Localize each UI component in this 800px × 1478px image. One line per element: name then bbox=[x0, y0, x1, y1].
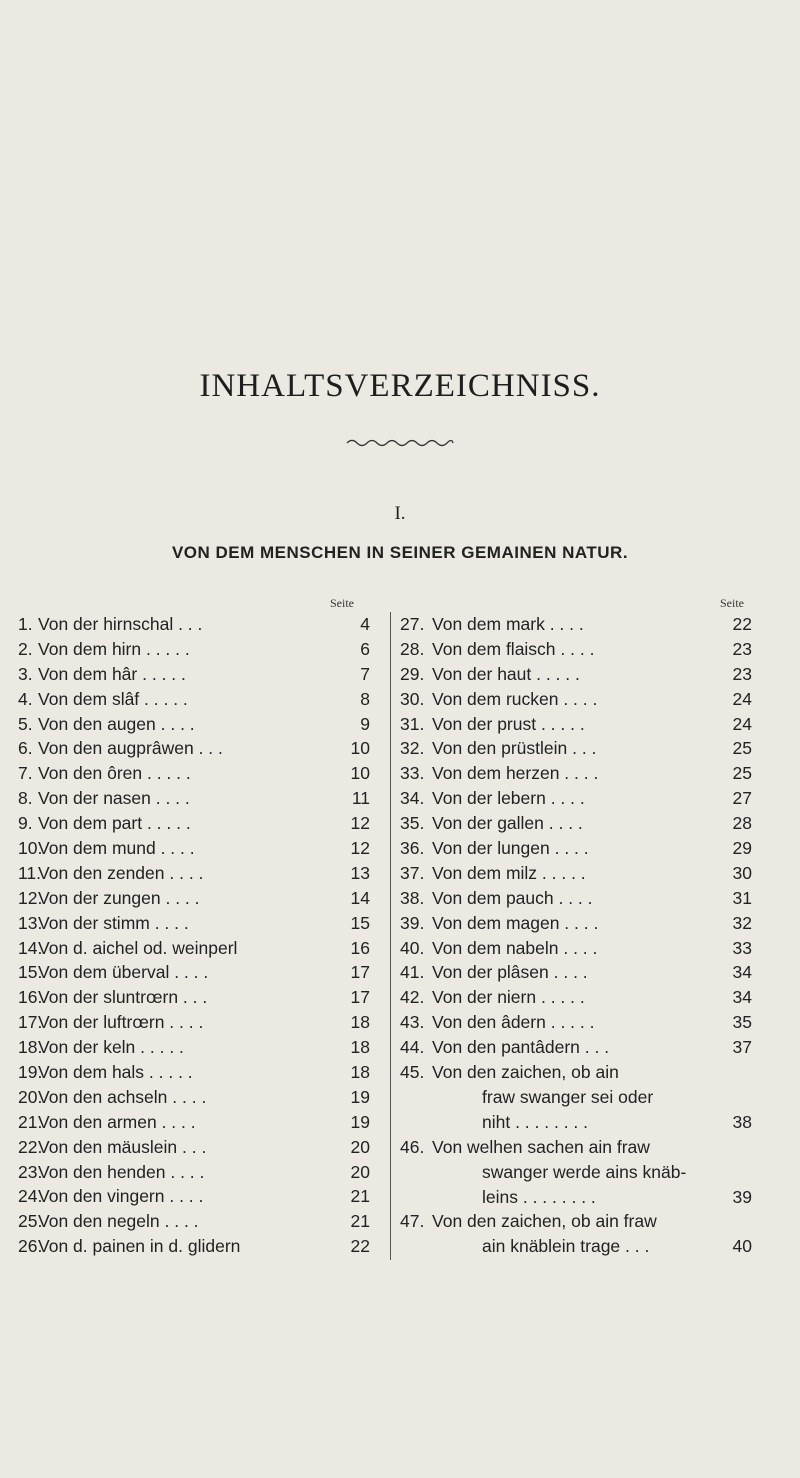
entry-number: 39. bbox=[400, 912, 425, 933]
toc-entry bbox=[18, 612, 370, 637]
entry-title: Von dem mund . . . . bbox=[38, 838, 195, 859]
toc-entry bbox=[18, 811, 370, 836]
toc-entry bbox=[18, 786, 370, 811]
entry-page-number: 20 bbox=[350, 1161, 370, 1182]
entry-title: Von den ôren . . . . . bbox=[38, 763, 191, 784]
toc-entry bbox=[18, 960, 370, 985]
page-title: INHALTSVERZEICHNISS. bbox=[199, 368, 601, 404]
entry-page-number: 7 bbox=[360, 663, 370, 684]
entry-number: 45. bbox=[400, 1062, 425, 1083]
entry-number: 41. bbox=[400, 962, 425, 983]
entry-number: 31. bbox=[400, 713, 425, 734]
toc-entry bbox=[18, 1110, 370, 1135]
entry-page-number: 17 bbox=[350, 962, 370, 983]
toc-entry bbox=[400, 1135, 752, 1210]
entry-page-number: 24 bbox=[732, 688, 752, 709]
entry-number: 9. bbox=[18, 813, 33, 834]
entry-number: 7. bbox=[18, 763, 33, 784]
toc-entry bbox=[18, 687, 370, 712]
entry-title: Von dem hirn . . . . . bbox=[38, 638, 190, 659]
entry-title: Von dem magen . . . . bbox=[432, 912, 599, 933]
entry-number: 19. bbox=[18, 1062, 43, 1083]
entry-number: 40. bbox=[400, 937, 425, 958]
entry-number: 2. bbox=[18, 638, 33, 659]
entry-page-number: 13 bbox=[350, 862, 370, 883]
toc-entry bbox=[400, 612, 752, 637]
entry-page-number: 29 bbox=[732, 838, 752, 859]
wavy-rule-ornament bbox=[345, 437, 455, 449]
toc-entry bbox=[400, 861, 752, 886]
toc-entry bbox=[400, 811, 752, 836]
entry-page-number: 37 bbox=[732, 1037, 752, 1058]
toc-column-left bbox=[18, 612, 370, 1259]
entry-number: 18. bbox=[18, 1037, 43, 1058]
entry-page-number: 18 bbox=[350, 1062, 370, 1083]
entry-page-number: 31 bbox=[732, 887, 752, 908]
entry-page-number: 4 bbox=[360, 614, 370, 634]
entry-title: Von der prust . . . . . bbox=[432, 713, 585, 734]
entry-number: 27. bbox=[400, 614, 425, 634]
entry-page-number: 34 bbox=[732, 987, 752, 1008]
entry-title: Von der niern . . . . . bbox=[432, 987, 585, 1008]
entry-page-number: 40 bbox=[732, 1236, 752, 1257]
entry-page-number: 18 bbox=[350, 1012, 370, 1033]
entry-page-number: 33 bbox=[732, 937, 752, 958]
entry-title: Von der sluntrœrn . . . bbox=[38, 987, 208, 1008]
entry-number: 43. bbox=[400, 1012, 425, 1033]
entry-page-number: 38 bbox=[732, 1111, 752, 1132]
entry-title: Von den negeln . . . . bbox=[38, 1211, 199, 1232]
entry-title: Von welhen sachen ain fraw bbox=[432, 1136, 650, 1157]
entry-number: 13. bbox=[18, 912, 43, 933]
entry-page-number: 17 bbox=[350, 987, 370, 1008]
toc-entry bbox=[400, 712, 752, 737]
seite-label-left: Seite bbox=[330, 596, 354, 610]
toc-entry bbox=[18, 1184, 370, 1209]
entry-page-number: 15 bbox=[350, 912, 370, 933]
entry-number: 35. bbox=[400, 813, 425, 834]
entry-page-number: 12 bbox=[350, 813, 370, 834]
entry-number: 5. bbox=[18, 713, 33, 734]
entry-page-number: 23 bbox=[732, 638, 752, 659]
entry-title: Von den pantâdern . . . bbox=[432, 1037, 610, 1058]
entry-page-number: 10 bbox=[350, 763, 370, 784]
entry-page-number: 21 bbox=[350, 1186, 370, 1207]
entry-page-number: 23 bbox=[732, 663, 752, 684]
entry-title: Von dem überval . . . . bbox=[38, 962, 209, 983]
toc-column-right bbox=[400, 612, 752, 1259]
entry-number: 21. bbox=[18, 1111, 43, 1132]
toc-entry bbox=[18, 1085, 370, 1110]
entry-page-number: 18 bbox=[350, 1037, 370, 1058]
toc-entry bbox=[400, 662, 752, 687]
entry-number: 10. bbox=[18, 838, 43, 859]
entry-title-continuation: fraw swanger sei oder bbox=[482, 1086, 654, 1107]
entry-number: 6. bbox=[18, 738, 33, 759]
entry-number: 14. bbox=[18, 937, 43, 958]
toc-entry bbox=[18, 637, 370, 662]
toc-entry bbox=[18, 936, 370, 961]
toc-entry bbox=[400, 786, 752, 811]
section-title: VON DEM MENSCHEN IN SEINER GEMAINEN NATUR. bbox=[171, 543, 629, 562]
entry-number: 1. bbox=[18, 614, 33, 634]
entry-title: Von der gallen . . . . bbox=[432, 813, 583, 834]
entry-page-number: 14 bbox=[350, 887, 370, 908]
entry-page-number: 19 bbox=[350, 1086, 370, 1107]
entry-page-number: 27 bbox=[732, 788, 752, 809]
entry-title: Von der zungen . . . . bbox=[38, 887, 200, 908]
entry-title: Von dem milz . . . . . bbox=[432, 862, 586, 883]
toc-entry bbox=[18, 1160, 370, 1185]
entry-title: Von der stimm . . . . bbox=[38, 912, 189, 933]
entry-title: Von der keln . . . . . bbox=[38, 1037, 184, 1058]
toc-entry bbox=[18, 985, 370, 1010]
toc-entry bbox=[18, 861, 370, 886]
entry-title-continuation: niht . . . . . . . . bbox=[482, 1111, 589, 1132]
seite-label-right: Seite bbox=[720, 596, 744, 610]
entry-page-number: 25 bbox=[732, 738, 752, 759]
entry-page-number: 39 bbox=[732, 1186, 752, 1207]
entry-title-continuation: leins . . . . . . . . bbox=[482, 1186, 596, 1207]
toc-entry bbox=[400, 761, 752, 786]
entry-title: Von den zaichen, ob ain bbox=[432, 1062, 619, 1083]
entry-number: 23. bbox=[18, 1161, 43, 1182]
entry-number: 38. bbox=[400, 887, 425, 908]
entry-number: 3. bbox=[18, 663, 33, 684]
entry-page-number: 24 bbox=[732, 713, 752, 734]
entry-title: Von den zaichen, ob ain fraw bbox=[432, 1211, 657, 1232]
toc-entry bbox=[400, 886, 752, 911]
entry-number: 46. bbox=[400, 1136, 425, 1157]
entry-title: Von den henden . . . . bbox=[38, 1161, 205, 1182]
entry-page-number: 28 bbox=[732, 813, 752, 834]
entry-title: Von dem flaisch . . . . bbox=[432, 638, 595, 659]
toc-entry bbox=[18, 1234, 370, 1259]
entry-number: 12. bbox=[18, 887, 43, 908]
entry-title: Von dem mark . . . . bbox=[432, 614, 584, 634]
entry-number: 33. bbox=[400, 763, 425, 784]
toc-entry bbox=[18, 1209, 370, 1234]
entry-number: 22. bbox=[18, 1136, 43, 1157]
entry-title: Von den âdern . . . . . bbox=[432, 1012, 595, 1033]
entry-page-number: 12 bbox=[350, 838, 370, 859]
entry-title: Von d. aichel od. weinperl bbox=[38, 937, 238, 958]
entry-number: 30. bbox=[400, 688, 425, 709]
entry-number: 11. bbox=[18, 862, 42, 883]
entry-title: Von der haut . . . . . bbox=[432, 663, 580, 684]
entry-number: 28. bbox=[400, 638, 425, 659]
toc-entry bbox=[18, 761, 370, 786]
entry-page-number: 30 bbox=[732, 862, 752, 883]
toc-entry bbox=[18, 1035, 370, 1060]
entry-page-number: 8 bbox=[360, 688, 370, 709]
entry-number: 36. bbox=[400, 838, 425, 859]
toc-entry bbox=[18, 662, 370, 687]
entry-page-number: 20 bbox=[350, 1136, 370, 1157]
toc-entry bbox=[400, 1010, 752, 1035]
entry-page-number: 9 bbox=[360, 713, 370, 734]
entry-page-number: 22 bbox=[732, 614, 752, 634]
toc-entry bbox=[18, 836, 370, 861]
entry-title: Von dem part . . . . . bbox=[38, 813, 191, 834]
toc-entry bbox=[400, 1209, 752, 1259]
entry-number: 4. bbox=[18, 688, 33, 709]
entry-page-number: 19 bbox=[350, 1111, 370, 1132]
entry-page-number: 16 bbox=[350, 937, 370, 958]
toc-entry bbox=[400, 960, 752, 985]
entry-number: 44. bbox=[400, 1037, 425, 1058]
entry-number: 17. bbox=[18, 1012, 43, 1033]
toc-entry bbox=[400, 1035, 752, 1060]
entry-title: Von der plâsen . . . . bbox=[432, 962, 588, 983]
column-divider bbox=[390, 612, 391, 1260]
entry-title: Von den armen . . . . bbox=[38, 1111, 196, 1132]
entry-page-number: 35 bbox=[732, 1012, 752, 1033]
entry-number: 25. bbox=[18, 1211, 43, 1232]
entry-title: Von der hirnschal . . . bbox=[38, 614, 203, 634]
entry-title: Von den vingern . . . . bbox=[38, 1186, 204, 1207]
entry-number: 15. bbox=[18, 962, 43, 983]
toc-entry bbox=[400, 1060, 752, 1135]
entry-number: 37. bbox=[400, 862, 425, 883]
toc-entry bbox=[18, 736, 370, 761]
entry-page-number: 22 bbox=[350, 1236, 370, 1257]
entry-title: Von den achseln . . . . bbox=[38, 1086, 207, 1107]
section-number: I. bbox=[394, 503, 406, 524]
toc-entry bbox=[18, 712, 370, 737]
entry-title-continuation: swanger werde ains knäb- bbox=[482, 1161, 687, 1182]
toc-entry bbox=[400, 985, 752, 1010]
entry-title: Von dem nabeln . . . . bbox=[432, 937, 598, 958]
entry-title: Von den mäuslein . . . bbox=[38, 1136, 207, 1157]
toc-entry bbox=[400, 687, 752, 712]
entry-page-number: 10 bbox=[350, 738, 370, 759]
entry-title: Von dem hâr . . . . . bbox=[38, 663, 186, 684]
entry-title: Von dem herzen . . . . bbox=[432, 763, 599, 784]
entry-number: 8. bbox=[18, 788, 33, 809]
entry-page-number: 25 bbox=[732, 763, 752, 784]
entry-title: Von den augen . . . . bbox=[38, 713, 195, 734]
entry-title: Von d. painen in d. glidern bbox=[38, 1236, 241, 1257]
entry-number: 42. bbox=[400, 987, 425, 1008]
entry-title: Von dem slâf . . . . . bbox=[38, 688, 188, 709]
entry-title: Von dem pauch . . . . bbox=[432, 887, 593, 908]
entry-page-number: 32 bbox=[732, 912, 752, 933]
toc-entry bbox=[18, 886, 370, 911]
entry-number: 29. bbox=[400, 663, 425, 684]
entry-title: Von der luftrœrn . . . . bbox=[38, 1012, 204, 1033]
entry-title-continuation: ain knäblein trage . . . bbox=[482, 1236, 650, 1257]
entry-number: 20. bbox=[18, 1086, 43, 1107]
entry-title: Von der nasen . . . . bbox=[38, 788, 190, 809]
entry-page-number: 11 bbox=[351, 788, 370, 809]
entry-number: 34. bbox=[400, 788, 425, 809]
toc-entry bbox=[18, 1135, 370, 1160]
entry-page-number: 21 bbox=[350, 1211, 370, 1232]
entry-page-number: 6 bbox=[360, 638, 370, 659]
entry-title: Von der lungen . . . . bbox=[432, 838, 589, 859]
entry-number: 47. bbox=[400, 1211, 425, 1232]
toc-entry bbox=[18, 911, 370, 936]
entry-title: Von dem hals . . . . . bbox=[38, 1062, 193, 1083]
toc-entry bbox=[400, 911, 752, 936]
toc-entry bbox=[18, 1060, 370, 1085]
entry-title: Von den zenden . . . . bbox=[38, 862, 204, 883]
entry-number: 26. bbox=[18, 1236, 43, 1257]
entry-number: 16. bbox=[18, 987, 43, 1008]
toc-entry bbox=[18, 1010, 370, 1035]
entry-number: 32. bbox=[400, 738, 425, 759]
entry-page-number: 34 bbox=[732, 962, 752, 983]
entry-title: Von dem rucken . . . . bbox=[432, 688, 598, 709]
toc-entry bbox=[400, 736, 752, 761]
toc-entry bbox=[400, 637, 752, 662]
entry-number: 24. bbox=[18, 1186, 43, 1207]
entry-title: Von den prüstlein . . . bbox=[432, 738, 597, 759]
entry-title: Von den augprâwen . . . bbox=[38, 738, 223, 759]
toc-entry bbox=[400, 836, 752, 861]
toc-entry bbox=[400, 936, 752, 961]
entry-title: Von der lebern . . . . bbox=[432, 788, 585, 809]
